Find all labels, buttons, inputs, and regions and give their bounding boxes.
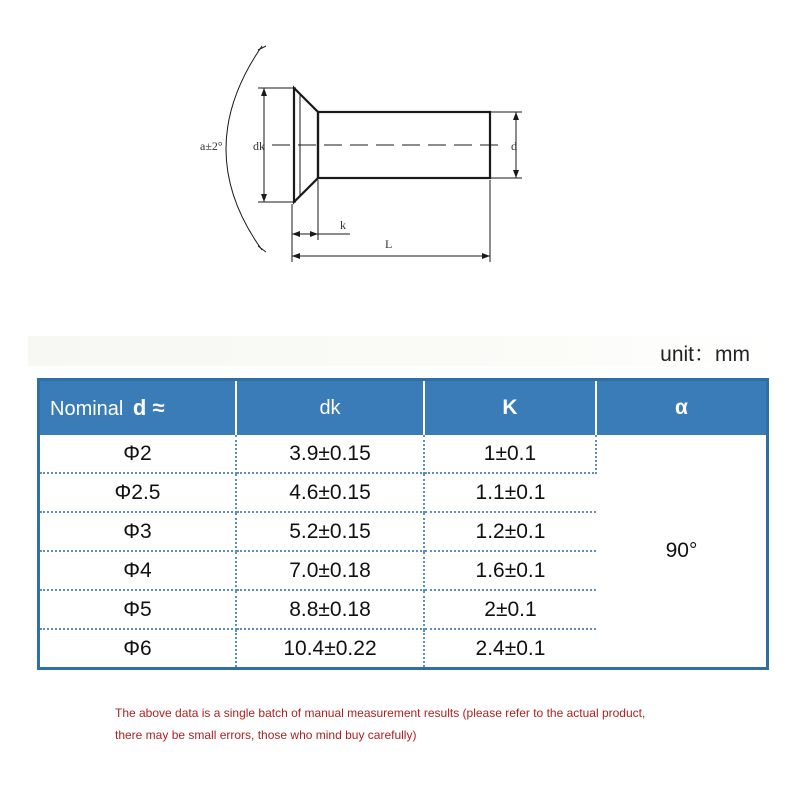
angle-label: a±2°	[200, 139, 223, 153]
cell-k: 1.1±0.1	[424, 473, 596, 512]
disclaimer-line-2: there may be small errors, those who mind buy carefully)	[115, 728, 417, 742]
cell-dk: 4.6±0.15	[236, 473, 424, 512]
cell-dk: 7.0±0.18	[236, 551, 424, 590]
cell-k: 2.4±0.1	[475, 636, 546, 660]
cell-nominal: Φ5	[40, 590, 236, 629]
cell-nominal: Φ4	[40, 551, 236, 590]
measurement-disclaimer	[115, 702, 735, 746]
spec-table	[37, 378, 769, 670]
header-nominal-symbol: d ≈	[132, 395, 165, 420]
table-row	[40, 435, 766, 473]
cell-dk: 3.9±0.15	[236, 435, 424, 473]
header-k: K	[424, 381, 596, 435]
cell-dk: 8.8±0.18	[236, 590, 424, 629]
dk-label: dk	[253, 139, 265, 153]
cell-nominal: Φ6	[40, 629, 236, 667]
cell-k: 2±0.1	[424, 590, 596, 629]
cell-nominal: Φ2	[40, 435, 236, 473]
d-label: d	[511, 139, 517, 153]
disclaimer-line-1: The above data is a single batch of manual measurement results (please refer to the actual product,	[115, 706, 646, 720]
l-label: L	[385, 237, 393, 251]
cell-dk: 5.2±0.15	[236, 512, 424, 551]
cell-k: 1±0.1	[424, 435, 596, 473]
k-label: k	[340, 218, 346, 232]
cell-alpha: 90°	[665, 539, 698, 562]
table-header-row	[40, 381, 766, 435]
cell-nominal: Φ2.5	[40, 473, 236, 512]
cell-dk: 10.4±0.22	[236, 629, 424, 667]
cell-k: 1.6±0.1	[424, 551, 596, 590]
header-nominal	[40, 381, 236, 435]
cell-nominal: Φ3	[40, 512, 236, 551]
header-alpha: α	[596, 381, 766, 435]
cell-k: 1.2±0.1	[424, 512, 596, 551]
header-dk: dk	[236, 381, 424, 435]
header-nominal-text: Nominal	[50, 398, 124, 420]
rivet-technical-drawing	[0, 0, 800, 300]
unit-label: unit：mm	[660, 343, 750, 366]
